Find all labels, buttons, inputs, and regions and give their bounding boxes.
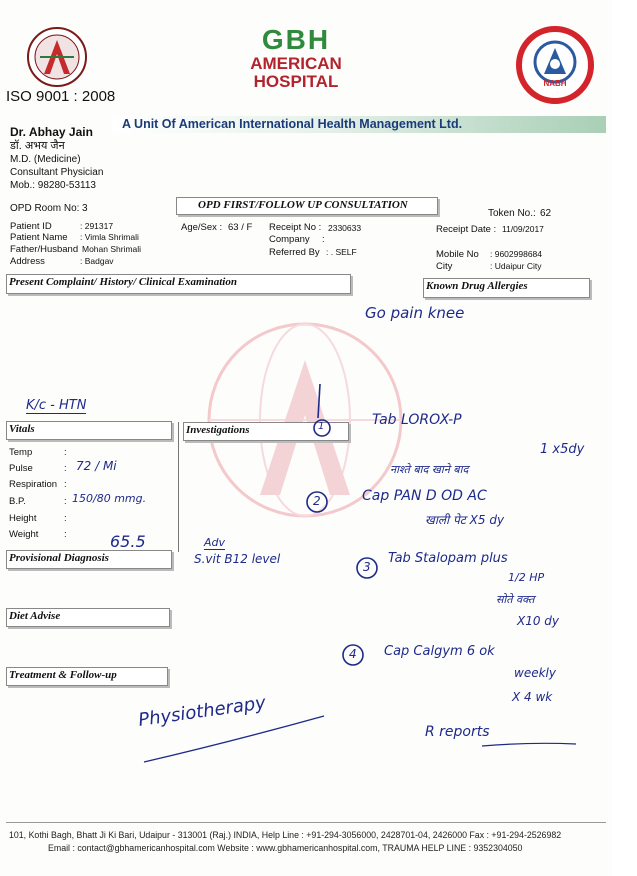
- complaint-title: Present Complaint/ History/ Clinical Examination: [9, 276, 237, 288]
- brand-hospital: HOSPITAL: [253, 72, 339, 91]
- patient-id-label: Patient ID: [10, 221, 52, 232]
- hw-rx3-dur: X10 dy: [517, 614, 560, 628]
- hw-rx3-hindi: सोते वक्त: [496, 593, 535, 606]
- footer-rule: [6, 822, 606, 823]
- mobile-value: : 9602998684: [490, 249, 542, 259]
- brand-gbh: GBH: [261, 24, 331, 55]
- iso-logo-icon: [26, 26, 88, 88]
- doctor-mobile: Mob.: 98280-53113: [10, 180, 96, 191]
- hw-rx4: Cap Calgym 6 ok: [384, 644, 495, 659]
- hw-rx3-dose: 1/2 HP: [508, 571, 545, 584]
- form-title: OPD FIRST/FOLLOW UP CONSULTATION: [198, 199, 408, 211]
- hw-underline-icon: [140, 712, 330, 766]
- hw-rx1-dose: 1 x5dy: [540, 442, 585, 457]
- allergies-title: Known Drug Allergies: [426, 280, 528, 292]
- nabh-label: NABH: [543, 79, 567, 88]
- referred-value: : . SELF: [326, 247, 357, 257]
- hw-rx3: Tab Stalopam plus: [388, 551, 508, 566]
- hw-bp: 150/80 mmg.: [72, 492, 147, 505]
- receipt-date-value: 11/09/2017: [502, 224, 544, 234]
- footer-address: 101, Kothi Bagh, Bhatt Ji Ki Bari, Udaipur - 313001 (Raj.) INDIA, Help Line : +91-294-3056000, 2428701-04, 2426000 Fax : +91-294-2526982: [9, 830, 562, 840]
- hw-pulse: 72 / Mi: [76, 459, 117, 473]
- brand-american: AMERICAN: [250, 54, 342, 73]
- token-value: 62: [540, 208, 552, 219]
- vitals-title: Vitals: [9, 423, 35, 435]
- temp-value: :: [64, 447, 67, 458]
- hw-num4: 4: [349, 647, 357, 661]
- hw-num1: 1: [318, 421, 325, 432]
- bp-label: B.P.: [9, 496, 26, 507]
- opd-room-label: OPD Room No:: [10, 203, 80, 214]
- height-value: :: [64, 513, 67, 524]
- bp-value: :: [64, 496, 67, 507]
- patient-name-value: : Vimla Shrimali: [80, 232, 139, 242]
- city-value: : Udaipur City: [490, 261, 542, 271]
- age-value: 63 / F: [228, 222, 253, 233]
- hw-review: R reports: [425, 724, 490, 740]
- hw-rx2: Cap PAN D OD AC: [362, 488, 487, 504]
- hw-review-underline-icon: [480, 740, 580, 750]
- height-label: Height: [9, 513, 37, 524]
- pulse-value: :: [64, 463, 67, 474]
- age-label: Age/Sex :: [181, 222, 223, 233]
- opd-room-value: 3: [82, 203, 88, 214]
- hw-complaint: Go pain knee: [365, 304, 465, 322]
- hw-physio: Physiotherapy: [137, 692, 268, 731]
- company-value: :: [322, 234, 325, 245]
- city-label: City: [436, 261, 453, 272]
- pulse-label: Pulse: [9, 463, 33, 474]
- patient-id-value: : 291317: [80, 221, 114, 231]
- resp-value: :: [64, 479, 67, 490]
- weight-value: :: [64, 529, 67, 540]
- hw-num2: 2: [313, 494, 321, 508]
- iso-text: ISO 9001 : 2008: [6, 88, 116, 105]
- company-label: Company: [269, 234, 310, 245]
- hw-advice: Adv: [204, 536, 226, 549]
- receipt-date-label: Receipt Date :: [436, 224, 497, 235]
- hw-history: K/c - HTN: [26, 398, 87, 413]
- hw-rx2-dose: खाली पेट X5 dy: [425, 513, 505, 527]
- mobile-label: Mobile No: [436, 249, 479, 260]
- doctor-name: Dr. Abhay Jain: [10, 125, 93, 139]
- address-value: : Badgav: [80, 256, 114, 266]
- hw-rx4-dose: weekly: [514, 666, 556, 680]
- hw-investigation: S.vit B12 level: [194, 552, 281, 566]
- token-label: Token No.:: [488, 208, 536, 219]
- diet-title: Diet Advise: [9, 610, 61, 622]
- hw-rx1-hindi: नाश्ते बाद खाने बाद: [390, 463, 469, 476]
- unit-text: A Unit Of American International Health Management Ltd.: [122, 117, 463, 131]
- hw-rx4-dur: X 4 wk: [512, 690, 553, 704]
- receipt-label: Receipt No :: [269, 222, 322, 233]
- hw-num3: 3: [363, 560, 371, 574]
- doctor-title: Consultant Physician: [10, 167, 104, 178]
- patient-name-label: Patient Name: [10, 232, 68, 243]
- address-label: Address: [10, 256, 45, 267]
- doctor-degree: M.D. (Medicine): [10, 154, 81, 165]
- hw-pointer-icon: [308, 382, 338, 442]
- father-label: Father/Husband: [10, 244, 79, 255]
- hw-rx1: Tab LOROX-P: [372, 412, 462, 428]
- treatment-title: Treatment & Follow-up: [9, 669, 117, 681]
- footer-contact: Email : contact@gbhamericanhospital.com Website : www.gbhamericanhospital.com, TRAUMA HELP LINE : 9352304050: [48, 843, 523, 853]
- father-value: Mohan Shrimali: [82, 244, 142, 254]
- receipt-value: 2330633: [328, 223, 362, 233]
- resp-label: Respiration: [9, 479, 58, 490]
- doctor-name-hindi: डॉ. अभय जैन: [10, 140, 65, 152]
- investigations-title: Investigations: [186, 424, 250, 436]
- temp-label: Temp: [9, 447, 33, 458]
- referred-label: Referred By: [269, 247, 320, 258]
- weight-label: Weight: [9, 529, 39, 540]
- nabh-logo-icon: [516, 26, 594, 104]
- hw-weight: 65.5: [110, 532, 146, 551]
- column-divider: [178, 422, 179, 552]
- provisional-title: Provisional Diagnosis: [9, 552, 109, 564]
